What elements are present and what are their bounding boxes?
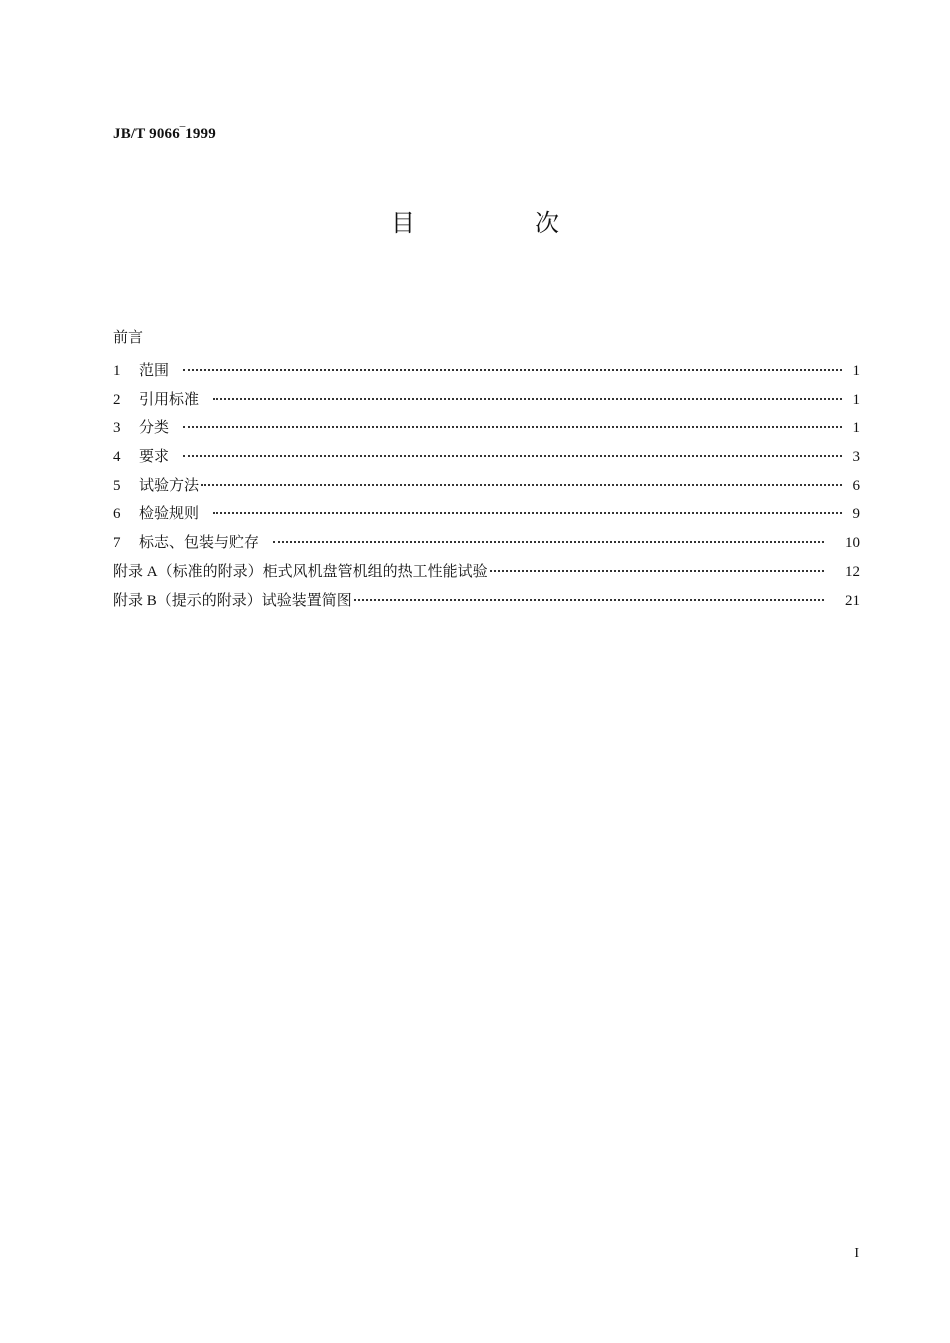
toc-entry-page: 10 [845,535,860,552]
toc-entry-test-methods[interactable] [113,470,860,499]
toc-entry-label: 附录 B（提示的附录）试验装置简图 [113,592,352,609]
toc-entry-page: 3 [852,449,860,466]
toc-entry-page: 1 [852,363,860,379]
standard-code: JB/T 9066‾1999 [113,126,216,142]
toc-entry-requirements[interactable] [113,441,860,470]
toc-entry-page: 6 [852,477,860,494]
toc-entry-label: 范围 [139,363,170,379]
toc-leader-dots [213,498,842,518]
table-of-contents [113,326,860,613]
toc-entry-number: 1 [113,363,121,379]
toc-preface[interactable]: 前言 [113,330,144,346]
page-title: 目 次 [391,211,607,237]
toc-entry-inspection-rules[interactable] [113,498,860,527]
toc-entry-page: 1 [852,420,860,437]
toc-entry-number: 2 [113,391,121,408]
toc-leader-dots [354,585,824,605]
toc-entry-number: 4 [113,449,121,466]
toc-entry-classification[interactable] [113,412,860,441]
toc-entry-label: 试验方法 [139,477,200,494]
toc-entry-number: 6 [113,506,121,523]
toc-entry-appendix-a[interactable] [113,556,860,585]
toc-leader-dots [183,355,842,375]
toc-entry-label: 引用标准 [139,391,200,408]
toc-entry-label: 要求 [139,449,170,466]
toc-leader-dots [213,384,842,404]
toc-entry-number: 3 [113,420,121,437]
toc-entry-page: 9 [852,506,860,523]
toc-entry-page: 12 [845,563,860,580]
toc-entry-page: 1 [852,391,860,408]
toc-leader-dots [490,556,824,576]
toc-entry-label: 分类 [139,420,170,437]
toc-entry-normative-references[interactable] [113,384,860,413]
toc-leader-dots [201,470,842,490]
toc-entry-label: 标志、包装与贮存 [139,535,260,552]
toc-entry-page: 21 [845,592,860,609]
toc-entry-number: 7 [113,535,121,552]
toc-entry-label: 检验规则 [139,506,200,523]
toc-entry-scope[interactable] [113,355,860,384]
toc-leader-dots [273,527,824,547]
toc-leader-dots [183,412,842,432]
toc-leader-dots [183,441,842,461]
toc-entry-marking-packaging-storage[interactable] [113,527,860,556]
toc-entry-appendix-b[interactable] [113,585,860,614]
toc-entry-number: 5 [113,477,121,494]
toc-entry-label: 附录 A（标准的附录）柜式风机盘管机组的热工性能试验 [113,563,488,580]
page-number: I [854,1246,859,1261]
